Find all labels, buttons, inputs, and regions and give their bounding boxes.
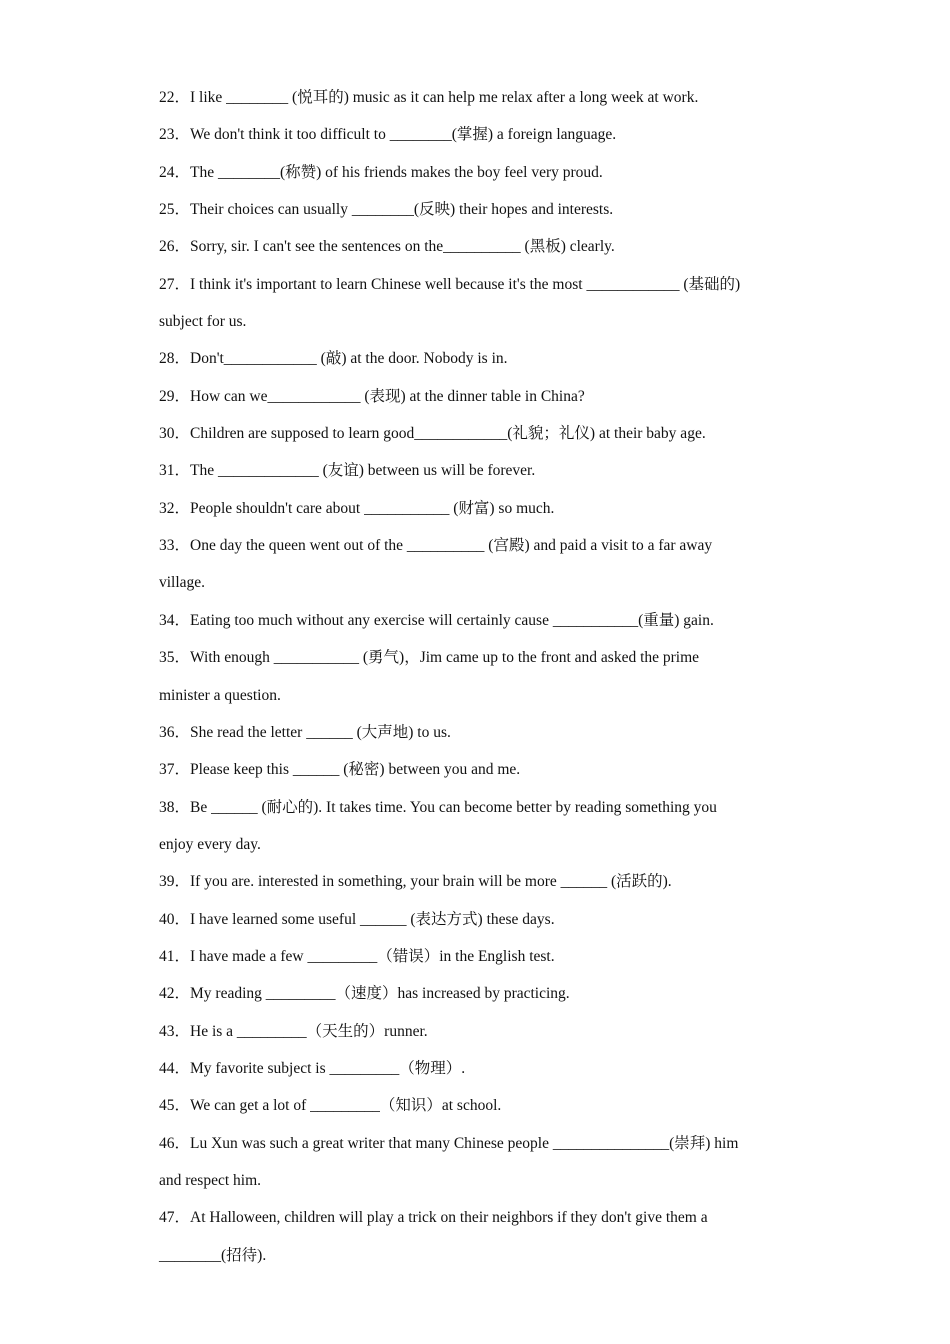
question-item xyxy=(159,863,799,900)
question-text: 34．Eating too much without any exercise will certainly cause ___________(重量) gain. xyxy=(159,611,714,629)
question-text: 36．She read the letter ______ (大声地) to us. xyxy=(159,723,451,741)
question-item xyxy=(159,266,799,341)
question-item xyxy=(159,79,799,116)
question-item xyxy=(159,1087,799,1124)
question-item xyxy=(159,1125,799,1200)
question-text: 33．One day the queen went out of the __________ (宫殿) and paid a visit to a far away xyxy=(159,537,713,555)
question-item xyxy=(159,751,799,788)
question-text: 37．Please keep this ______ (秘密) between you and me. xyxy=(159,761,521,779)
question-item xyxy=(159,154,799,191)
question-text: 31．The _____________ (友谊) between us will be forever. xyxy=(159,462,536,480)
question-list xyxy=(159,79,799,1274)
question-text: 26．Sorry, sir. I can't see the sentences on the__________ (黑板) clearly. xyxy=(159,238,615,256)
question-text-continuation: enjoy every day. xyxy=(159,835,261,853)
question-item xyxy=(159,1199,799,1274)
question-item xyxy=(159,714,799,751)
question-item xyxy=(159,340,799,377)
question-text-continuation: minister a question. xyxy=(159,686,281,704)
question-item xyxy=(159,415,799,452)
question-text: 38．Be ______ (耐心的). It takes time. You can become better by reading something you xyxy=(159,798,717,816)
question-text: 47．At Halloween, children will play a trick on their neighbors if they don't give them a xyxy=(159,1209,708,1227)
question-text: 30．Children are supposed to learn good____________(礼貌；礼仪) at their baby age. xyxy=(159,425,706,443)
question-item xyxy=(159,452,799,489)
question-text-continuation: village. xyxy=(159,574,206,592)
question-text: 35．With enough ___________ (勇气)，Jim came up to the front and asked the prime xyxy=(159,649,700,667)
question-item xyxy=(159,975,799,1012)
question-text: 27．I think it's important to learn Chinese well because it's the most ____________ (基础的) xyxy=(159,275,741,293)
question-text: 41．I have made a few _________（错误）in the English test. xyxy=(159,947,555,965)
question-item xyxy=(159,602,799,639)
question-text: 46．Lu Xun was such a great writer that many Chinese people _______________(崇拜) him xyxy=(159,1134,739,1152)
question-text: 32．People shouldn't care about ___________ (财富) so much. xyxy=(159,499,555,517)
question-item xyxy=(159,527,799,602)
question-text: 42．My reading _________（速度）has increased by practicing. xyxy=(159,985,570,1003)
question-text: 43．He is a _________（天生的）runner. xyxy=(159,1022,428,1040)
question-text: 23．We don't think it too difficult to ________(掌握) a foreign language. xyxy=(159,126,617,144)
question-text: 39．If you are. interested in something, your brain will be more ______ (活跃的). xyxy=(159,873,672,891)
question-text: 29．How can we____________ (表现) at the dinner table in China? xyxy=(159,387,585,405)
question-text: 24．The ________(称赞) of his friends makes the boy feel very proud. xyxy=(159,163,603,181)
question-text: 22．I like ________ (悦耳的) music as it can help me relax after a long week at work. xyxy=(159,89,699,106)
question-item xyxy=(159,116,799,153)
question-item xyxy=(159,490,799,527)
question-text-continuation: and respect him. xyxy=(159,1171,262,1189)
question-item xyxy=(159,901,799,938)
question-item xyxy=(159,639,799,714)
question-item xyxy=(159,789,799,864)
question-item xyxy=(159,1050,799,1087)
question-item xyxy=(159,1013,799,1050)
question-item xyxy=(159,378,799,415)
question-text: 25．Their choices can usually ________(反映) their hopes and interests. xyxy=(159,201,614,219)
worksheet-page xyxy=(159,79,799,1274)
question-text-continuation: ________(招待). xyxy=(159,1246,267,1264)
question-text: 40．I have learned some useful ______ (表达方式) these days. xyxy=(159,910,555,928)
question-text-continuation: subject for us. xyxy=(159,313,247,331)
question-item xyxy=(159,938,799,975)
question-text: 45．We can get a lot of _________（知识）at school. xyxy=(159,1097,502,1115)
question-item xyxy=(159,191,799,228)
question-text: 28．Don't____________ (敲) at the door. Nobody is in. xyxy=(159,350,508,368)
question-item xyxy=(159,228,799,265)
question-text: 44．My favorite subject is _________（物理）. xyxy=(159,1059,466,1077)
